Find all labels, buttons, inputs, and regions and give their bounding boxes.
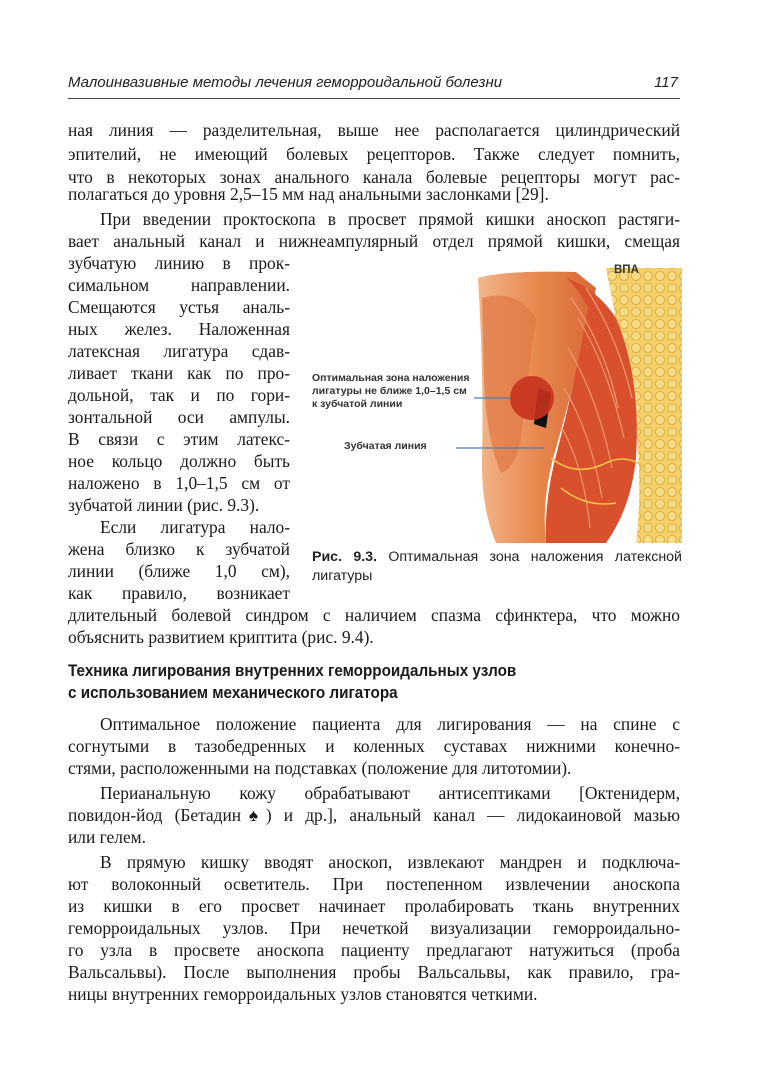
text-line: симальном направлении. <box>68 275 290 295</box>
text-line: эпителий, не имеющий болевых рецепторов. Также следует помнить, <box>68 144 680 164</box>
figure-caption-text-2: лигатуры <box>312 568 373 584</box>
running-header <box>68 72 680 99</box>
label-optimal-zone-2: лигатуры не ближе 1,0–1,5 см <box>312 385 467 397</box>
text-line: В связи с этим латекс- <box>68 429 290 449</box>
text-line: Смещаются устья аналь- <box>68 297 290 317</box>
optimal-zone-circle <box>510 376 554 420</box>
text-line: Вальсальвы). После выполнения пробы Вальсальвы, как правило, гра- <box>68 962 680 982</box>
text-line: ная линия — разделительная, выше нее располагается цилиндрический <box>68 120 680 140</box>
text-line: линии (ближе 1,0 см), <box>68 561 290 581</box>
figure-anal-canal <box>306 258 682 543</box>
text-line: зубчатой линии (рис. 9.3). <box>68 495 260 515</box>
page-number: 117 <box>654 74 678 91</box>
text-line: длительный болевой синдром с наличием спазма сфинктера, что можно <box>68 605 680 625</box>
text-line: ное кольцо должно быть <box>68 451 290 471</box>
figure-caption <box>312 548 682 586</box>
label-vpa: ВПА <box>614 264 639 276</box>
text-line: ливает ткани как по про- <box>68 363 290 383</box>
text-line: наложено в 1,0–1,5 см от <box>68 473 290 493</box>
section-heading-line: Техника лигирования внутренних геморроидальных узлов <box>68 662 517 680</box>
text-line: вает анальный канал и нижнеампулярный отдел прямой кишки, смещая <box>68 231 680 251</box>
text-line: го узла в просвете аноскопа пациенту предлагают натужиться (проба <box>68 940 680 960</box>
text-line: ных желез. Наложенная <box>68 319 290 339</box>
text-line: В прямую кишку вводят аноскоп, извлекают мандрен и подключа- <box>100 852 680 872</box>
text-line: геморроидальных узлов. При нечеткой визуализации геморроидально- <box>68 918 680 938</box>
text-line: Оптимальное положение пациента для лигирования — на спине с <box>100 714 680 734</box>
text-line: объяснить развитием криптита (рис. 9.4). <box>68 627 374 647</box>
text-line: латексная лигатура сдав- <box>68 341 290 361</box>
text-line: ют волоконный осветитель. При постепенном извлечении аноскопа <box>68 874 680 894</box>
text-line: Если лигатура нало- <box>100 517 290 537</box>
text-line: повидон-йод (Бетадин♠) и др.], анальный канал — лидокаиновой мазью <box>68 805 680 825</box>
text-line: или гелем. <box>68 827 147 847</box>
figure-number: Рис. 9.3. <box>312 549 377 565</box>
section-heading-line: с использованием механического лигатора <box>68 684 398 702</box>
text-line: из кишки в его просвет начинает пролабировать ткань внутренних <box>68 896 680 916</box>
text-line: полагаться до уровня 2,5–15 мм над анальными заслонками [29]. <box>68 184 549 204</box>
text-line: как правило, возникает <box>68 583 290 603</box>
label-optimal-zone-3: к зубчатой линии <box>312 398 403 410</box>
text-line: дольной, так и по гори- <box>68 385 290 405</box>
text-line: Перианальную кожу обрабатывают антисептиками [Октенидерм, <box>100 783 680 803</box>
text-line: зубчатую линию в прок- <box>68 253 290 273</box>
figure-caption-row <box>312 548 682 567</box>
label-optimal-zone-1: Оптимальная зона наложения <box>312 372 470 384</box>
text-line: что в некоторых зонах анального канала болевые рецепторы могут рас- <box>68 167 680 187</box>
text-line: стями, расположенными на подставках (положение для литотомии). <box>68 758 572 778</box>
figure-caption-text-1: Оптимальная зона наложения латексной <box>388 549 682 565</box>
text-line: согнутыми в тазобедренных и коленных суставах нижними конечно- <box>68 736 680 756</box>
text-line: При введении проктоскопа в просвет прямой кишки аноскоп растяги- <box>100 209 680 229</box>
text-line: ницы внутренних геморроидальных узлов становятся четкими. <box>68 984 538 1004</box>
text-line: жена близко к зубчатой <box>68 539 290 559</box>
text-line: зонтальной оси ампулы. <box>68 407 290 427</box>
label-dentate-line: Зубчатая линия <box>344 440 427 452</box>
running-header-title: Малоинвазивные методы лечения геморроидальной болезни <box>68 74 503 91</box>
